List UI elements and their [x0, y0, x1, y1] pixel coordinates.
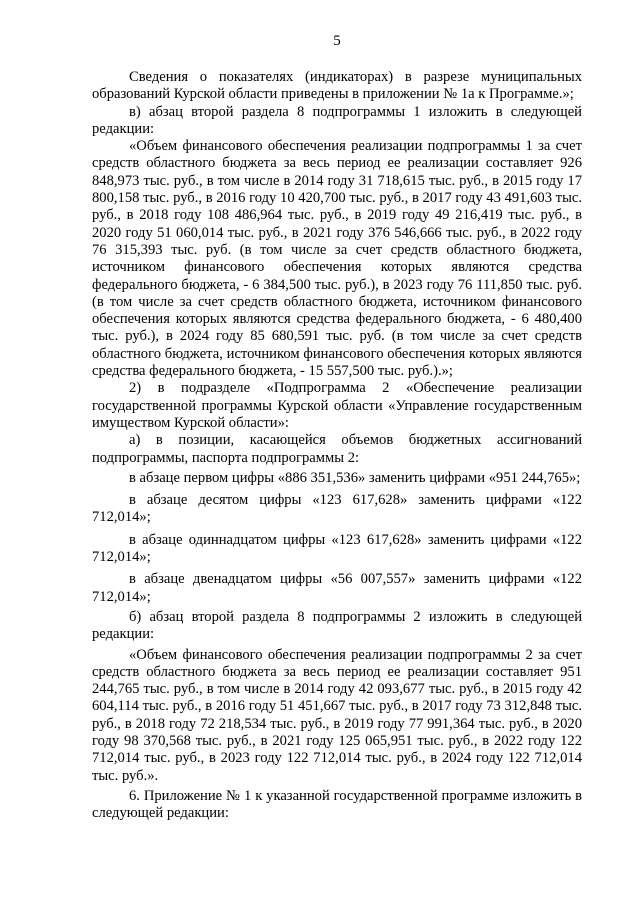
paragraph: в абзаце одиннадцатом цифры «123 617,628» заменить цифрами «122 712,014»;	[92, 531, 582, 566]
document-body	[92, 69, 582, 822]
page-number: 5	[333, 33, 341, 49]
paragraph: в абзаце двенадцатом цифры «56 007,557» заменить цифрами «122 712,014»;	[92, 571, 582, 605]
paragraph: Сведения о показателях (индикаторах) в разрезе муниципальных образований Курской области приведены в приложении № 1а к Программе.»;	[92, 69, 582, 103]
paragraph: 2) в подразделе «Подпрограмма 2 «Обеспечение реализации государственной программы Курской области «Управление государственным имуществом Курской области»:	[92, 380, 582, 431]
paragraph: б) абзац второй раздела 8 подпрограммы 2 изложить в следующей редакции:	[92, 608, 582, 643]
paragraph: в) абзац второй раздела 8 подпрограммы 1 изложить в следующей редакции:	[92, 103, 582, 137]
paragraph: в абзаце десятом цифры «123 617,628» заменить цифрами «122 712,014»;	[92, 492, 582, 526]
paragraph: 6. Приложение № 1 к указанной государственной программе изложить в следующей редакции:	[92, 787, 582, 822]
paragraph: «Объем финансового обеспечения реализации подпрограммы 2 за счет средств областного бюджета за весь период ее реализации составляет 951 244,765 тыс. руб., в том числе в 2014 году 42 093,677 тыс. руб., в 2015 году 42 604,114 тыс. руб., в 2016 году 51 451,667 тыс. руб., в 2017 году 73 312,848 тыс. руб., в 2018 году 72 218,534 тыс. руб., в 2019 году 77 991,364 тыс. руб., в 2020 году 98 370,568 тыс. руб., в 2021 году 125 065,951 тыс. руб., в 2022 году 122 712,014 тыс. руб., в 2023 году 122 712,014 тыс. руб., в 2024 году 122 712,014 тыс. руб.».	[92, 646, 582, 784]
paragraph: а) в позиции, касающейся объемов бюджетных ассигнований подпрограммы, паспорта подпрограммы 2:	[92, 432, 582, 466]
paragraph: в абзаце первом цифры «886 351,536» заменить цифрами «951 244,765»;	[129, 469, 581, 486]
paragraph: «Объем финансового обеспечения реализации подпрограммы 1 за счет средств областного бюджета за весь период ее реализации составляет 926 848,973 тыс. руб., в том числе в 2014 году 31 718,615 тыс. руб., в 2015 году 17 800,158 тыс. руб., в 2016 году 10 420,700 тыс. руб., в 2017 году 43 491,603 тыс. руб., в 2018 году 108 486,964 тыс. руб., в 2019 году 49 216,419 тыс. руб., в 2020 году 51 060,014 тыс. руб., в 2021 году 376 546,666 тыс. руб., в 2022 году 76 315,393 тыс. руб. (в том числе за счет средств областного бюджета, источником финансового обеспечения которых являются средства федерального бюджета, - 6 384,500 тыс. руб.), в 2023 году 76 111,850 тыс. руб. (в том числе за счет средств областного бюджета, источником финансового обеспечения которых являются средства федерального бюджета, - 6 480,400 тыс. руб.), в 2024 году 85 680,591 тыс. руб. (в том числе за счет средств областного бюджета, источником финансового обеспечения которых являются средства федерального бюджета, - 15 557,500 тыс. руб.).»;	[92, 138, 582, 380]
